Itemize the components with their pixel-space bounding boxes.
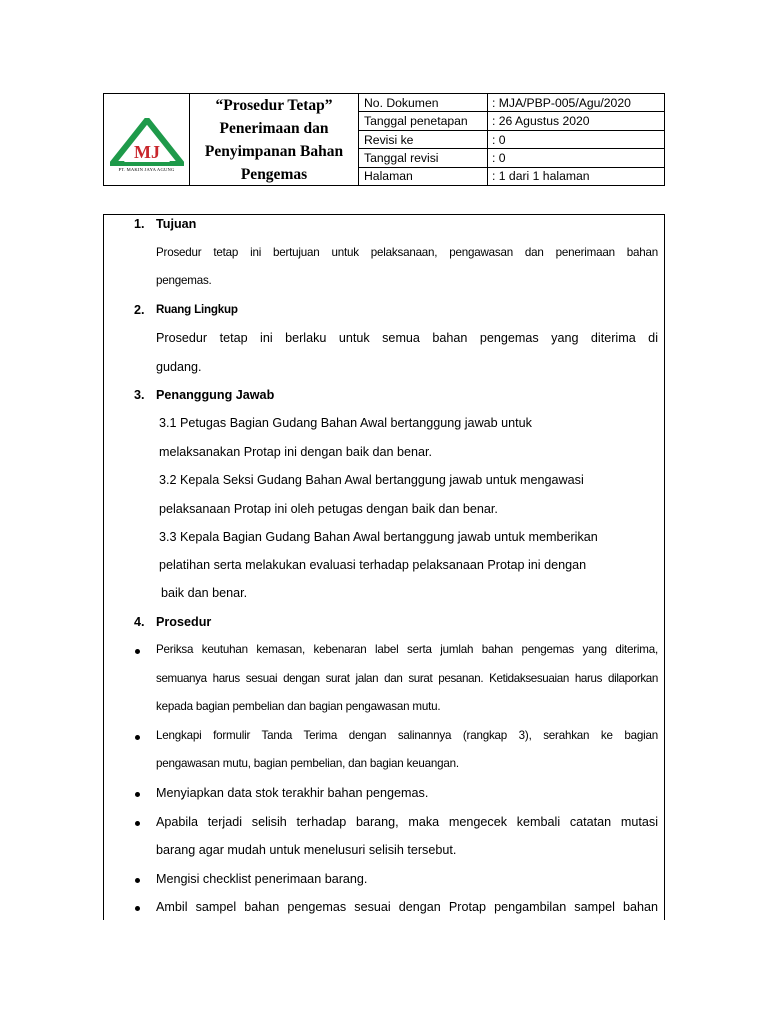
section-number: 1. — [134, 217, 145, 231]
meta-row-revision — [359, 131, 664, 149]
document-body — [103, 214, 665, 920]
meta-value: : 1 dari 1 halaman — [492, 169, 590, 184]
responsibility-line: 3.3 Kepala Bagian Gudang Bahan Awal bertanggung jawab untuk memberikan — [159, 530, 598, 544]
section-title-penanggung-jawab: Penanggung Jawab — [156, 388, 275, 402]
bullet-icon — [135, 649, 140, 654]
meta-value: : 26 Agustus 2020 — [492, 114, 590, 129]
title-line-1: “Prosedur Tetap” — [215, 96, 333, 114]
logo-letters: MJ — [134, 142, 160, 162]
section-title-tujuan: Tujuan — [156, 217, 197, 231]
responsibility-line: 3.1 Petugas Bagian Gudang Bahan Awal bertanggung jawab untuk — [159, 416, 532, 430]
bullet-line: pengawasan mutu, bagian pembelian, dan bagian keuangan. — [156, 757, 459, 770]
responsibility-line: pelatihan serta melakukan evaluasi terhadap pelaksanaan Protap ini dengan — [159, 558, 587, 572]
paragraph-line: gudang. — [156, 360, 202, 374]
meta-label: Halaman — [359, 168, 488, 185]
paragraph-line: Prosedur tetap ini berlaku untuk semua bahan pengemas yang diterima di — [156, 331, 658, 345]
section-title-prosedur: Prosedur — [156, 615, 212, 629]
bullet-icon — [135, 821, 140, 826]
meta-row-document-number — [359, 94, 664, 112]
title-line-2: Penerimaan dan — [219, 119, 329, 137]
meta-label: Tanggal penetapan — [359, 112, 488, 129]
bullet-line: Ambil sampel bahan pengemas sesuai dengan Protap pengambilan sampel bahan — [156, 900, 658, 914]
meta-row-date-issued — [359, 112, 664, 130]
company-logo — [110, 118, 184, 166]
logo-cell — [104, 94, 190, 185]
title-line-3: Penyimpanan Bahan — [204, 142, 344, 160]
bullet-line: semuanya harus sesuai dengan surat jalan dan surat pesanan. Ketidaksesuaian harus dilaporkan — [156, 672, 658, 685]
bullet-icon — [135, 878, 140, 883]
document-title — [190, 94, 359, 185]
meta-row-revision-date — [359, 149, 664, 167]
meta-label: Revisi ke — [359, 131, 488, 148]
paragraph-line: pengemas. — [156, 274, 212, 287]
meta-value: : 0 — [492, 150, 506, 165]
bullet-line: kepada bagian pembelian dan bagian pengawasan mutu. — [156, 700, 441, 713]
meta-label: Tanggal revisi — [359, 149, 488, 166]
section-number: 4. — [134, 615, 145, 629]
bullet-line: Mengisi checklist penerimaan barang. — [156, 872, 368, 886]
responsibility-line: baik dan benar. — [161, 586, 248, 600]
section-number: 3. — [134, 388, 145, 402]
bullet-line: Lengkapi formulir Tanda Terima dengan salinannya (rangkap 3), serahkan ke bagian — [156, 729, 658, 742]
bullet-line: Apabila terjadi selisih terhadap barang, maka mengecek kembali catatan mutasi — [156, 815, 658, 829]
title-line-4: Pengemas — [240, 165, 308, 183]
bullet-icon — [135, 792, 140, 797]
meta-row-page — [359, 168, 664, 185]
section-title-ruang-lingkup: Ruang Lingkup — [156, 303, 238, 316]
document-meta-table — [359, 94, 664, 185]
responsibility-line: melaksanakan Protap ini dengan baik dan benar. — [159, 445, 433, 459]
bullet-icon — [135, 906, 140, 911]
meta-value: : MJA/PBP-005/Agu/2020 — [492, 95, 631, 110]
document-header — [103, 93, 665, 186]
responsibility-line: 3.2 Kepala Seksi Gudang Bahan Awal bertanggung jawab untuk mengawasi — [159, 473, 584, 487]
meta-label: No. Dokumen — [359, 94, 488, 111]
bullet-icon — [135, 735, 140, 740]
paragraph-line: Prosedur tetap ini bertujuan untuk pelaksanaan, pengawasan dan penerimaan bahan — [156, 246, 658, 259]
bullet-line: barang agar mudah untuk menelusuri selisih tersebut. — [156, 843, 457, 857]
bullet-line: Periksa keutuhan kemasan, kebenaran label serta jumlah bahan pengemas yang diterima, — [156, 643, 658, 656]
company-caption: PT. MAKIN JAYA AGUNG — [118, 167, 175, 172]
section-number: 2. — [134, 303, 145, 317]
responsibility-line: pelaksanaan Protap ini oleh petugas dengan baik dan benar. — [159, 502, 498, 516]
meta-value: : 0 — [492, 132, 506, 147]
bullet-line: Menyiapkan data stok terakhir bahan pengemas. — [156, 786, 429, 800]
